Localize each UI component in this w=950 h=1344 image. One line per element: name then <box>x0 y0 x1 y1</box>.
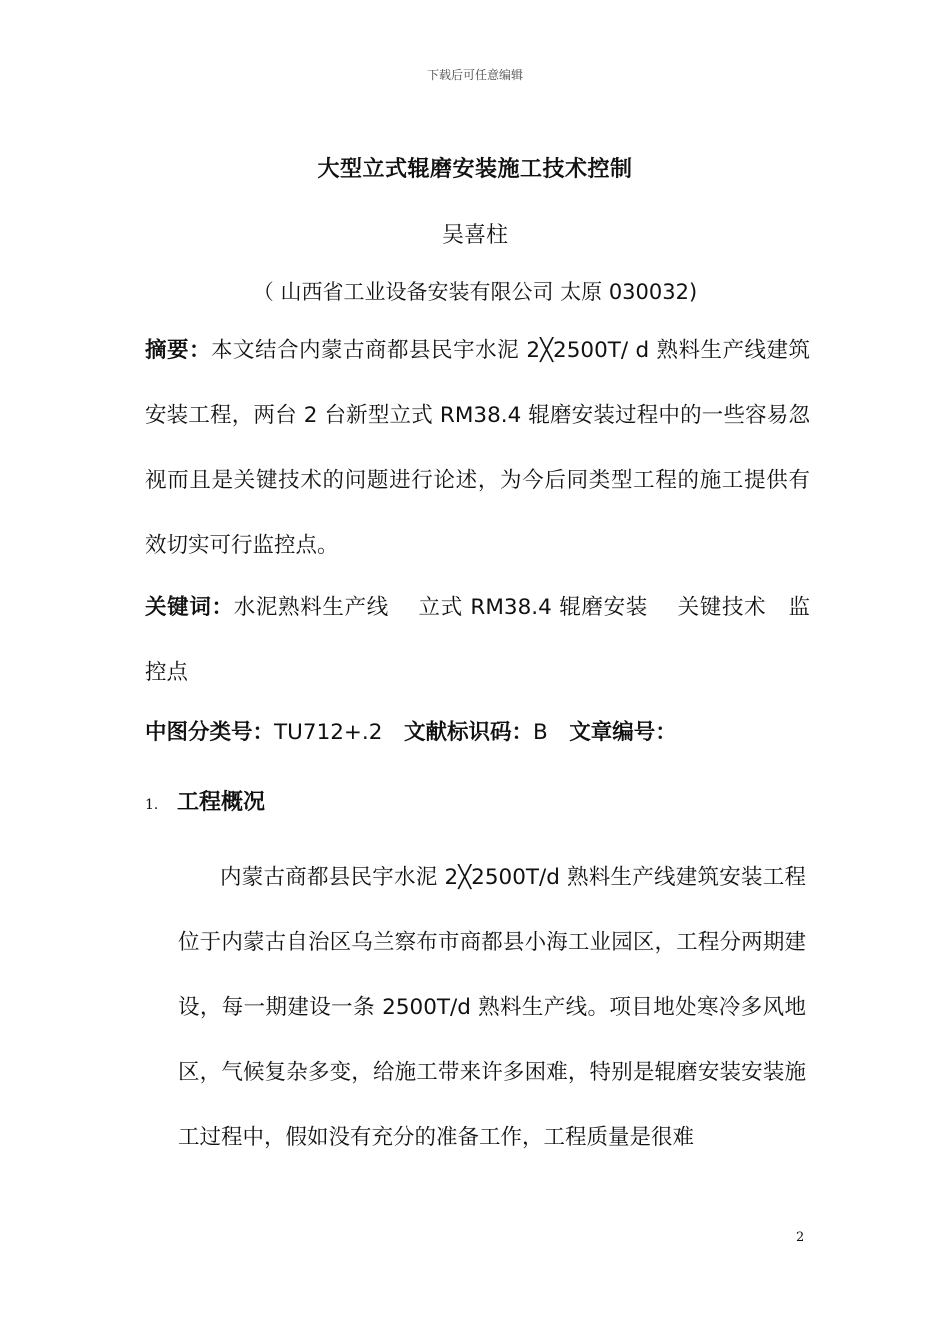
abstract-text: 本文结合内蒙古商都县民宇水泥 2╳2500T/ d 熟料生产线建筑安装工程，两台 2 台新型立式 RM38.4 辊磨安装过程中的一些容易忽视而且是关键技术的问题进行论述，为今后同类型工程的施工提供有效切实可行监控点。 <box>145 338 810 558</box>
clc-label: 中图分类号： <box>145 720 275 745</box>
author-name: 吴喜柱 <box>441 223 508 248</box>
classification-line <box>145 700 810 765</box>
page-number: 2 <box>796 1230 805 1245</box>
abstract-paragraph <box>145 318 810 578</box>
article-number-label: 文章编号： <box>569 720 677 745</box>
header-note: 下载后可任意编辑 <box>426 68 523 82</box>
section-title: 工程概况 <box>177 790 266 815</box>
section-number: 1. <box>145 797 159 813</box>
document-title: 大型立式辊磨安装施工技术控制 <box>317 157 633 182</box>
keywords-label: 关键词： <box>145 595 234 620</box>
keywords-paragraph <box>145 575 810 705</box>
section-heading <box>145 785 810 816</box>
body-paragraph: 内蒙古商都县民宇水泥 2╳2500T/d 熟料生产线建筑安装工程位于内蒙古自治区乌兰察布市商都县小海工业园区，工程分两期建设，每一期建设一条 2500T/d 熟料生产线。项目地处寒冷多风地区，气候复杂多变，给施工带来许多困难，特别是辊磨安装安装施工过程中，假如没有充分的准备工作，工程质量是很难 <box>178 865 806 1150</box>
clc-value: TU712+.2 <box>274 720 404 745</box>
doc-code-label: 文献标识码： <box>403 720 533 745</box>
doc-code-value: B <box>532 720 570 745</box>
keywords-text: 水泥熟料生产线 立式 RM38.4 辊磨安装 关键技术 监控点 <box>145 595 810 685</box>
author-affiliation: （ 山西省工业设备安装有限公司 太原 030032) <box>252 280 698 304</box>
abstract-label: 摘要： <box>145 338 212 363</box>
